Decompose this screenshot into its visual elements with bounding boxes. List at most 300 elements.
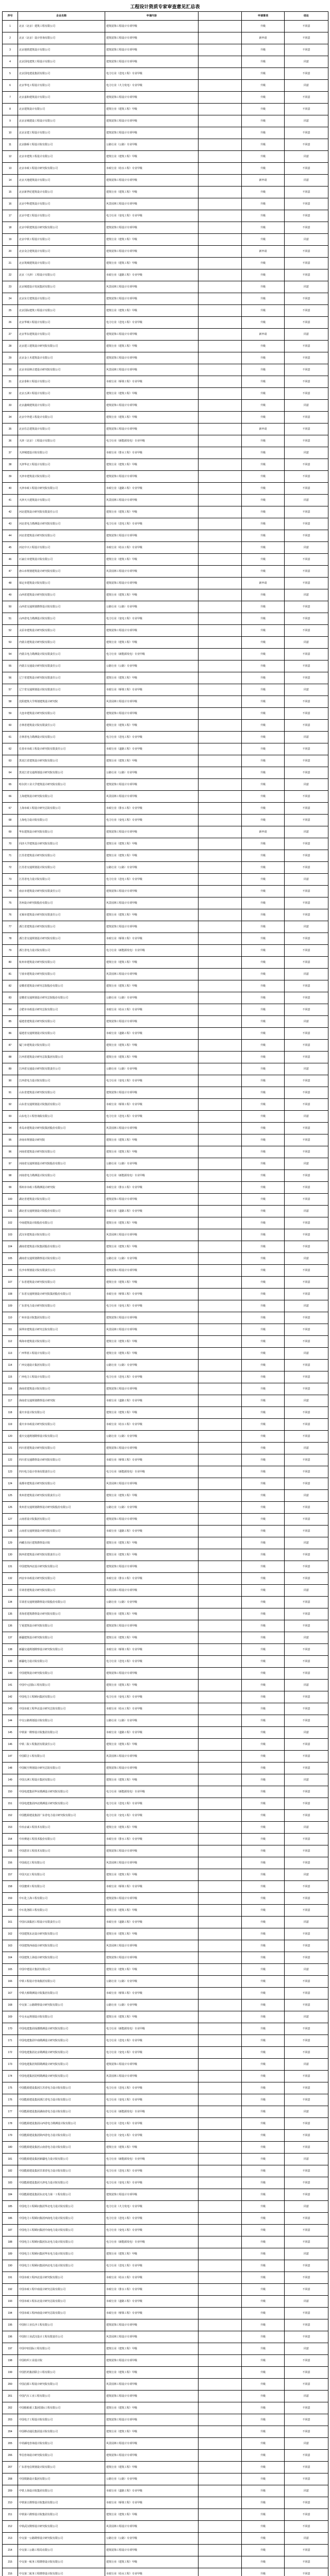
row-index: 168: [3, 1999, 18, 2011]
row-index: 5: [3, 68, 18, 80]
table-row: [3, 2568, 328, 2576]
table-row: [3, 1419, 328, 1431]
table-row: [3, 2308, 328, 2319]
application-content: 市政行业（给水工程）专业甲级: [105, 542, 199, 554]
review-result: 同意: [285, 495, 328, 506]
company-name: 中国市政工程西北设计研究院有限公司: [18, 2272, 105, 2284]
application-content: 建筑行业（建筑工程）甲级: [105, 1869, 199, 1881]
application-content: 建筑装饰工程设计专项甲级: [105, 2059, 199, 2071]
review-result: 同意: [285, 2059, 328, 2071]
row-index: 95: [3, 1134, 18, 1146]
table-row: [3, 2343, 328, 2355]
application-sub: [199, 1727, 242, 1739]
table-row: [3, 957, 328, 969]
table-row: [3, 2296, 328, 2308]
application-content: 市政行业（桥梁工程）专业甲级: [105, 2308, 199, 2319]
company-name: 北京国电建筑工程设计有限公司: [18, 56, 105, 68]
company-name: 天津城建设计院有限公司: [18, 447, 105, 459]
application-item: 升级: [242, 1881, 285, 1893]
application-sub: [199, 1371, 242, 1383]
table-row: [3, 68, 328, 80]
header-content: 申请内容: [105, 12, 199, 21]
table-row: [3, 684, 328, 696]
application-content: 市政行业（桥梁工程）专业甲级: [105, 1988, 199, 1999]
row-index: 71: [3, 850, 18, 862]
review-result: 不同意: [285, 1217, 328, 1229]
application-content: 电力行业（新能源发电）专业甲级: [105, 435, 199, 447]
company-name: 中国铁路设计集团有限公司: [18, 2473, 105, 2485]
application-sub: [199, 957, 242, 969]
application-sub: [199, 886, 242, 897]
row-index: 70: [3, 838, 18, 850]
review-result: 不同意: [285, 2462, 328, 2473]
company-name: 中国天辰工程有限公司: [18, 1869, 105, 1881]
application-content: 建筑行业（建筑工程）甲级: [105, 838, 199, 850]
table-row: [3, 1277, 328, 1289]
row-index: 45: [3, 542, 18, 554]
review-result: 同意: [285, 2438, 328, 2450]
row-index: 96: [3, 1146, 18, 1158]
row-index: 32: [3, 388, 18, 400]
application-sub: [199, 127, 242, 139]
application-item: 升级: [242, 1502, 285, 1514]
row-index: 40: [3, 483, 18, 495]
company-name: 北京建工建筑设计研究院有限公司: [18, 341, 105, 352]
review-result: 不同意: [285, 897, 328, 909]
application-item: 升级: [242, 1940, 285, 1952]
application-content: 公路行业（公路）专业甲级: [105, 1253, 199, 1265]
review-result: 不同意: [285, 886, 328, 897]
review-result: 不同意: [285, 1004, 328, 1016]
application-sub: [199, 2106, 242, 2118]
table-row: [3, 1999, 328, 2011]
application-content: 建筑行业（建筑工程）甲级: [105, 2462, 199, 2473]
company-name: 中国能源建设集团湖南省电力设计院有限公司: [18, 2106, 105, 2118]
review-result: 不同意: [285, 2473, 328, 2485]
application-item: 新申请: [242, 423, 285, 435]
company-name: 云南省交通规划设计研究院有限公司: [18, 1526, 105, 1537]
company-name: 北京国际建筑工程设计有限公司: [18, 305, 105, 317]
application-sub: [199, 1810, 242, 1822]
application-sub: [199, 2343, 242, 2355]
application-sub: [199, 1289, 242, 1300]
company-name: 中国电建集团华东勘测设计研究院有限公司: [18, 1786, 105, 1798]
review-result: 不同意: [285, 2367, 328, 2379]
row-index: 58: [3, 696, 18, 708]
row-index: 157: [3, 1869, 18, 1881]
company-name: 北京中建工程设计有限公司: [18, 210, 105, 222]
application-content: 电力行业（送电工程）专业甲级: [105, 1371, 199, 1383]
review-result: 不同意: [285, 1573, 328, 1585]
application-sub: [199, 980, 242, 992]
application-sub: [199, 1454, 242, 1466]
application-item: 升级: [242, 589, 285, 601]
review-result: 同意: [285, 1253, 328, 1265]
application-content: 建筑装饰工程设计专项甲级: [105, 779, 199, 791]
application-content: 风景园林工程设计专项甲级: [105, 1478, 199, 1490]
review-result: 同意: [285, 1774, 328, 1786]
company-name: 天津天大建筑设计有限公司: [18, 495, 105, 506]
application-item: 升级: [242, 1360, 285, 1371]
table-row: [3, 1253, 328, 1265]
application-item: 升级: [242, 1798, 285, 1810]
application-content: 建筑行业（建筑工程）甲级: [105, 1739, 199, 1751]
application-content: 建筑行业（建筑工程）甲级: [105, 1146, 199, 1158]
application-sub: [199, 2225, 242, 2236]
application-content: 建筑装饰工程设计专项甲级: [105, 115, 199, 127]
row-index: 27: [3, 329, 18, 341]
review-result: 不同意: [285, 317, 328, 329]
review-result: 不同意: [285, 2450, 328, 2462]
application-content: 建筑装饰工程设计专项甲级: [105, 1194, 199, 1206]
application-content: 公路行业（公路）专业甲级: [105, 139, 199, 151]
review-result: 不同意: [285, 530, 328, 542]
application-item: 升级: [242, 1526, 285, 1537]
company-name: 中国电力工程顾问集团西北电力设计院有限公司: [18, 2260, 105, 2272]
application-sub: [199, 2497, 242, 2509]
header-row: [3, 12, 328, 21]
application-sub: [199, 1691, 242, 1703]
application-item: 升级: [242, 886, 285, 897]
table-row: [3, 80, 328, 92]
review-result: 同意: [285, 329, 328, 341]
review-result: 不同意: [285, 2189, 328, 2201]
row-index: 13: [3, 163, 18, 175]
application-sub: [199, 1300, 242, 1312]
company-name: 中交水运规划设计院有限公司: [18, 2011, 105, 2023]
review-result: 不同意: [285, 1336, 328, 1348]
application-content: 公路行业（公路）专业甲级: [105, 1502, 199, 1514]
application-sub: [199, 589, 242, 601]
row-index: 158: [3, 1881, 18, 1893]
review-result: 不同意: [285, 1194, 328, 1206]
application-sub: [199, 2177, 242, 2189]
application-content: 建筑装饰工程设计专项甲级: [105, 2545, 199, 2556]
application-content: 市政行业（排水工程）专业甲级: [105, 1182, 199, 1194]
table-row: [3, 2521, 328, 2533]
review-result: 不同意: [285, 2047, 328, 2059]
review-result: 不同意: [285, 1466, 328, 1478]
table-row: [3, 1075, 328, 1087]
application-sub: [199, 2485, 242, 2497]
table-row: [3, 1490, 328, 1502]
company-name: 北京市政工程设计研究院有限公司: [18, 163, 105, 175]
row-index: 211: [3, 2509, 18, 2521]
application-content: 市政行业（排水工程）专业甲级: [105, 447, 199, 459]
application-sub: [199, 1490, 242, 1502]
company-name: 四川电力设计咨询有限责任公司: [18, 1466, 105, 1478]
table-row: [3, 1099, 328, 1111]
table-row: [3, 518, 328, 530]
application-sub: [199, 755, 242, 767]
company-name: 山西省建筑设计研究院有限公司: [18, 589, 105, 601]
review-result: 同意: [285, 2011, 328, 2023]
row-index: 108: [3, 1289, 18, 1300]
review-result: 不同意: [285, 2035, 328, 2047]
application-content: 电力行业（新能源发电）专业甲级: [105, 2023, 199, 2035]
application-content: 建筑行业（建筑工程）甲级: [105, 2343, 199, 2355]
row-index: 126: [3, 1502, 18, 1514]
row-index: 73: [3, 874, 18, 886]
table-row: [3, 1158, 328, 1170]
table-row: [3, 2473, 328, 2485]
application-sub: [199, 305, 242, 317]
application-sub: [199, 352, 242, 364]
table-row: [3, 566, 328, 578]
company-name: 西藏自治区建筑勘察设计院: [18, 1537, 105, 1549]
review-result: 同意: [285, 1111, 328, 1123]
application-content: 市政行业（排水工程）专业甲级: [105, 1573, 199, 1585]
application-content: 公路行业（公路）专业甲级: [105, 660, 199, 672]
application-sub: [199, 874, 242, 886]
company-name: 北京（北京）建筑工程有限公司: [18, 21, 105, 32]
row-index: 206: [3, 2450, 18, 2462]
review-result: 不同意: [285, 1762, 328, 1774]
application-content: 电力行业（变电工程）专业甲级: [105, 210, 199, 222]
review-result: 不同意: [285, 1454, 328, 1466]
application-sub: [199, 80, 242, 92]
application-content: 电力行业（送电工程）专业甲级: [105, 732, 199, 743]
review-result: 不同意: [285, 755, 328, 767]
row-index: 141: [3, 1680, 18, 1691]
application-content: 电力行业（新能源发电）专业甲级: [105, 2106, 199, 2118]
table-row: [3, 435, 328, 447]
company-name: 成都市建筑设计研究院有限公司: [18, 1478, 105, 1490]
application-content: 建筑装饰工程设计专项甲级: [105, 2414, 199, 2426]
table-row: [3, 1869, 328, 1881]
application-sub: [199, 1774, 242, 1786]
row-index: 106: [3, 1265, 18, 1277]
row-index: 43: [3, 518, 18, 530]
application-sub: [199, 613, 242, 625]
application-content: 建筑行业（建筑工程）甲级: [105, 1040, 199, 1052]
application-sub: [199, 44, 242, 56]
company-name: 中铁第五勘察设计院集团有限公司: [18, 2497, 105, 2509]
row-index: 86: [3, 1028, 18, 1040]
application-sub: [199, 1952, 242, 1964]
application-item: 升级: [242, 1561, 285, 1573]
table-row: [3, 2248, 328, 2260]
review-result: 不同意: [285, 1170, 328, 1182]
row-index: 26: [3, 317, 18, 329]
application-content: 电力行业（变电工程）专业甲级: [105, 2130, 199, 2142]
row-index: 186: [3, 2213, 18, 2225]
application-item: 升级: [242, 1087, 285, 1099]
review-result: 不同意: [285, 2402, 328, 2414]
row-index: 60: [3, 720, 18, 732]
company-name: 北京华东建筑设计有限公司: [18, 329, 105, 341]
application-sub: [199, 1620, 242, 1632]
table-row: [3, 329, 328, 341]
review-result: 不同意: [285, 341, 328, 352]
application-item: 升级: [242, 1312, 285, 1324]
review-result: 不同意: [285, 708, 328, 720]
application-content: 建筑行业（建筑工程）甲级: [105, 1905, 199, 1917]
row-index: 156: [3, 1857, 18, 1869]
row-index: 122: [3, 1454, 18, 1466]
application-item: 升级: [242, 743, 285, 755]
application-sub: [199, 388, 242, 400]
company-name: 吉林省电力勘测设计院有限公司: [18, 732, 105, 743]
application-content: 建筑行业（建筑工程）甲级: [105, 1632, 199, 1644]
table-row: [3, 862, 328, 874]
application-sub: [199, 1999, 242, 2011]
application-item: 升级: [242, 1988, 285, 1999]
application-sub: [199, 258, 242, 269]
row-index: 187: [3, 2225, 18, 2236]
row-index: 33: [3, 400, 18, 412]
application-item: 升级: [242, 459, 285, 471]
application-item: 升级: [242, 471, 285, 483]
table-row: [3, 1952, 328, 1964]
application-sub: [199, 2035, 242, 2047]
application-sub: [199, 637, 242, 649]
table-row: [3, 2426, 328, 2438]
application-content: 电力行业（新能源发电）专业甲级: [105, 945, 199, 957]
application-sub: [199, 850, 242, 862]
application-sub: [199, 1419, 242, 1431]
review-result: 同意: [285, 779, 328, 791]
company-name: 珠海市建筑设计院有限公司: [18, 1336, 105, 1348]
application-item: 升级: [242, 2438, 285, 2450]
review-result: 同意: [285, 1063, 328, 1075]
application-item: 升级: [242, 1277, 285, 1289]
company-name: 中国电建集团中南勘测设计研究院有限公司: [18, 2035, 105, 2047]
application-item: 升级: [242, 1300, 285, 1312]
table-row: [3, 1383, 328, 1395]
row-index: 180: [3, 2142, 18, 2154]
application-item: 升级: [242, 1016, 285, 1028]
application-item: 升级: [242, 921, 285, 933]
row-index: 105: [3, 1253, 18, 1265]
table-row: [3, 104, 328, 115]
row-index: 118: [3, 1407, 18, 1419]
application-sub: [199, 1822, 242, 1834]
application-sub: [199, 139, 242, 151]
application-sub: [199, 1857, 242, 1869]
application-content: 建筑行业（建筑工程）甲级: [105, 1134, 199, 1146]
review-result: 同意: [285, 684, 328, 696]
table-row: [3, 1751, 328, 1762]
application-item: 升级: [242, 2521, 285, 2533]
application-content: 建筑装饰工程设计专项甲级: [105, 222, 199, 234]
review-result: 不同意: [285, 506, 328, 518]
table-row: [3, 1443, 328, 1454]
application-sub: [199, 1928, 242, 1940]
application-sub: [199, 423, 242, 435]
application-content: 建筑行业（建筑工程）甲级: [105, 589, 199, 601]
row-index: 48: [3, 578, 18, 589]
review-result: 同意: [285, 1869, 328, 1881]
row-index: 109: [3, 1300, 18, 1312]
company-name: 中国能源建设集团浙江省电力设计院有限公司: [18, 2094, 105, 2106]
table-row: [3, 412, 328, 423]
application-sub: [199, 2248, 242, 2260]
application-sub: [199, 1277, 242, 1289]
application-sub: [199, 720, 242, 732]
row-index: 16: [3, 198, 18, 210]
table-row: [3, 2414, 328, 2426]
company-name: 中国中轻国际工程有限公司: [18, 2343, 105, 2355]
row-index: 39: [3, 471, 18, 483]
table-row: [3, 1431, 328, 1443]
row-index: 197: [3, 2343, 18, 2355]
row-index: 179: [3, 2130, 18, 2142]
row-index: 128: [3, 1526, 18, 1537]
review-result: 不同意: [285, 613, 328, 625]
application-sub: [199, 1644, 242, 1656]
application-content: 风景园林工程设计专项甲级: [105, 281, 199, 293]
row-index: 167: [3, 1988, 18, 1999]
table-row: [3, 1502, 328, 1514]
review-result: 不同意: [285, 139, 328, 151]
application-content: 市政行业（道路工程）专业甲级: [105, 483, 199, 495]
row-index: 69: [3, 826, 18, 838]
application-item: 升级: [242, 1004, 285, 1016]
application-item: 升级: [242, 1336, 285, 1348]
row-index: 54: [3, 649, 18, 660]
application-item: 升级: [242, 1265, 285, 1277]
table-row: [3, 660, 328, 672]
table-row: [3, 1348, 328, 1360]
review-result: 同意: [285, 2106, 328, 2118]
application-item: 升级: [242, 1999, 285, 2011]
application-sub: [199, 566, 242, 578]
review-result: 同意: [285, 1443, 328, 1454]
application-item: 升级: [242, 44, 285, 56]
application-sub: [199, 163, 242, 175]
review-result: 不同意: [285, 1371, 328, 1383]
company-name: 广东省电力设计研究院有限公司: [18, 1300, 105, 1312]
company-name: 福建省交通规划设计院有限公司: [18, 1028, 105, 1040]
row-index: 77: [3, 921, 18, 933]
row-index: 12: [3, 151, 18, 163]
review-result: 同意: [285, 826, 328, 838]
company-name: 宁夏建筑设计研究院有限公司: [18, 1620, 105, 1632]
application-content: 市政行业（道路工程）专业甲级: [105, 1727, 199, 1739]
review-result: 不同意: [285, 187, 328, 198]
company-name: 济南市规划设计研究院: [18, 1134, 105, 1146]
company-name: 中国电力工程顾问集团华东电力设计院有限公司: [18, 2248, 105, 2260]
header-company: 企业名称: [18, 12, 105, 21]
application-item: 升级: [242, 874, 285, 886]
review-table: [2, 11, 328, 2576]
application-sub: [199, 2509, 242, 2521]
row-index: 207: [3, 2462, 18, 2473]
review-result: 同意: [285, 1585, 328, 1597]
application-sub: [199, 862, 242, 874]
row-index: 93: [3, 1111, 18, 1123]
company-name: 中国电力工程顾问集团东北电力设计院有限公司: [18, 2236, 105, 2248]
review-result: 不同意: [285, 305, 328, 317]
application-content: 建筑行业（建筑工程）甲级: [105, 1052, 199, 1063]
row-index: 210: [3, 2497, 18, 2509]
review-result: 不同意: [285, 32, 328, 44]
row-index: 110: [3, 1312, 18, 1324]
application-item: 新申请: [242, 578, 285, 589]
table-row: [3, 1229, 328, 1241]
application-sub: [199, 2236, 242, 2248]
row-index: 76: [3, 909, 18, 921]
application-item: 升级: [242, 1407, 285, 1419]
application-item: 升级: [242, 2130, 285, 2142]
review-result: 不同意: [285, 2130, 328, 2142]
row-index: 102: [3, 1217, 18, 1229]
application-content: 市政行业（道路工程）专业甲级: [105, 743, 199, 755]
review-result: 不同意: [285, 435, 328, 447]
header-item: 申请事项: [242, 12, 285, 21]
table-row: [3, 2331, 328, 2343]
